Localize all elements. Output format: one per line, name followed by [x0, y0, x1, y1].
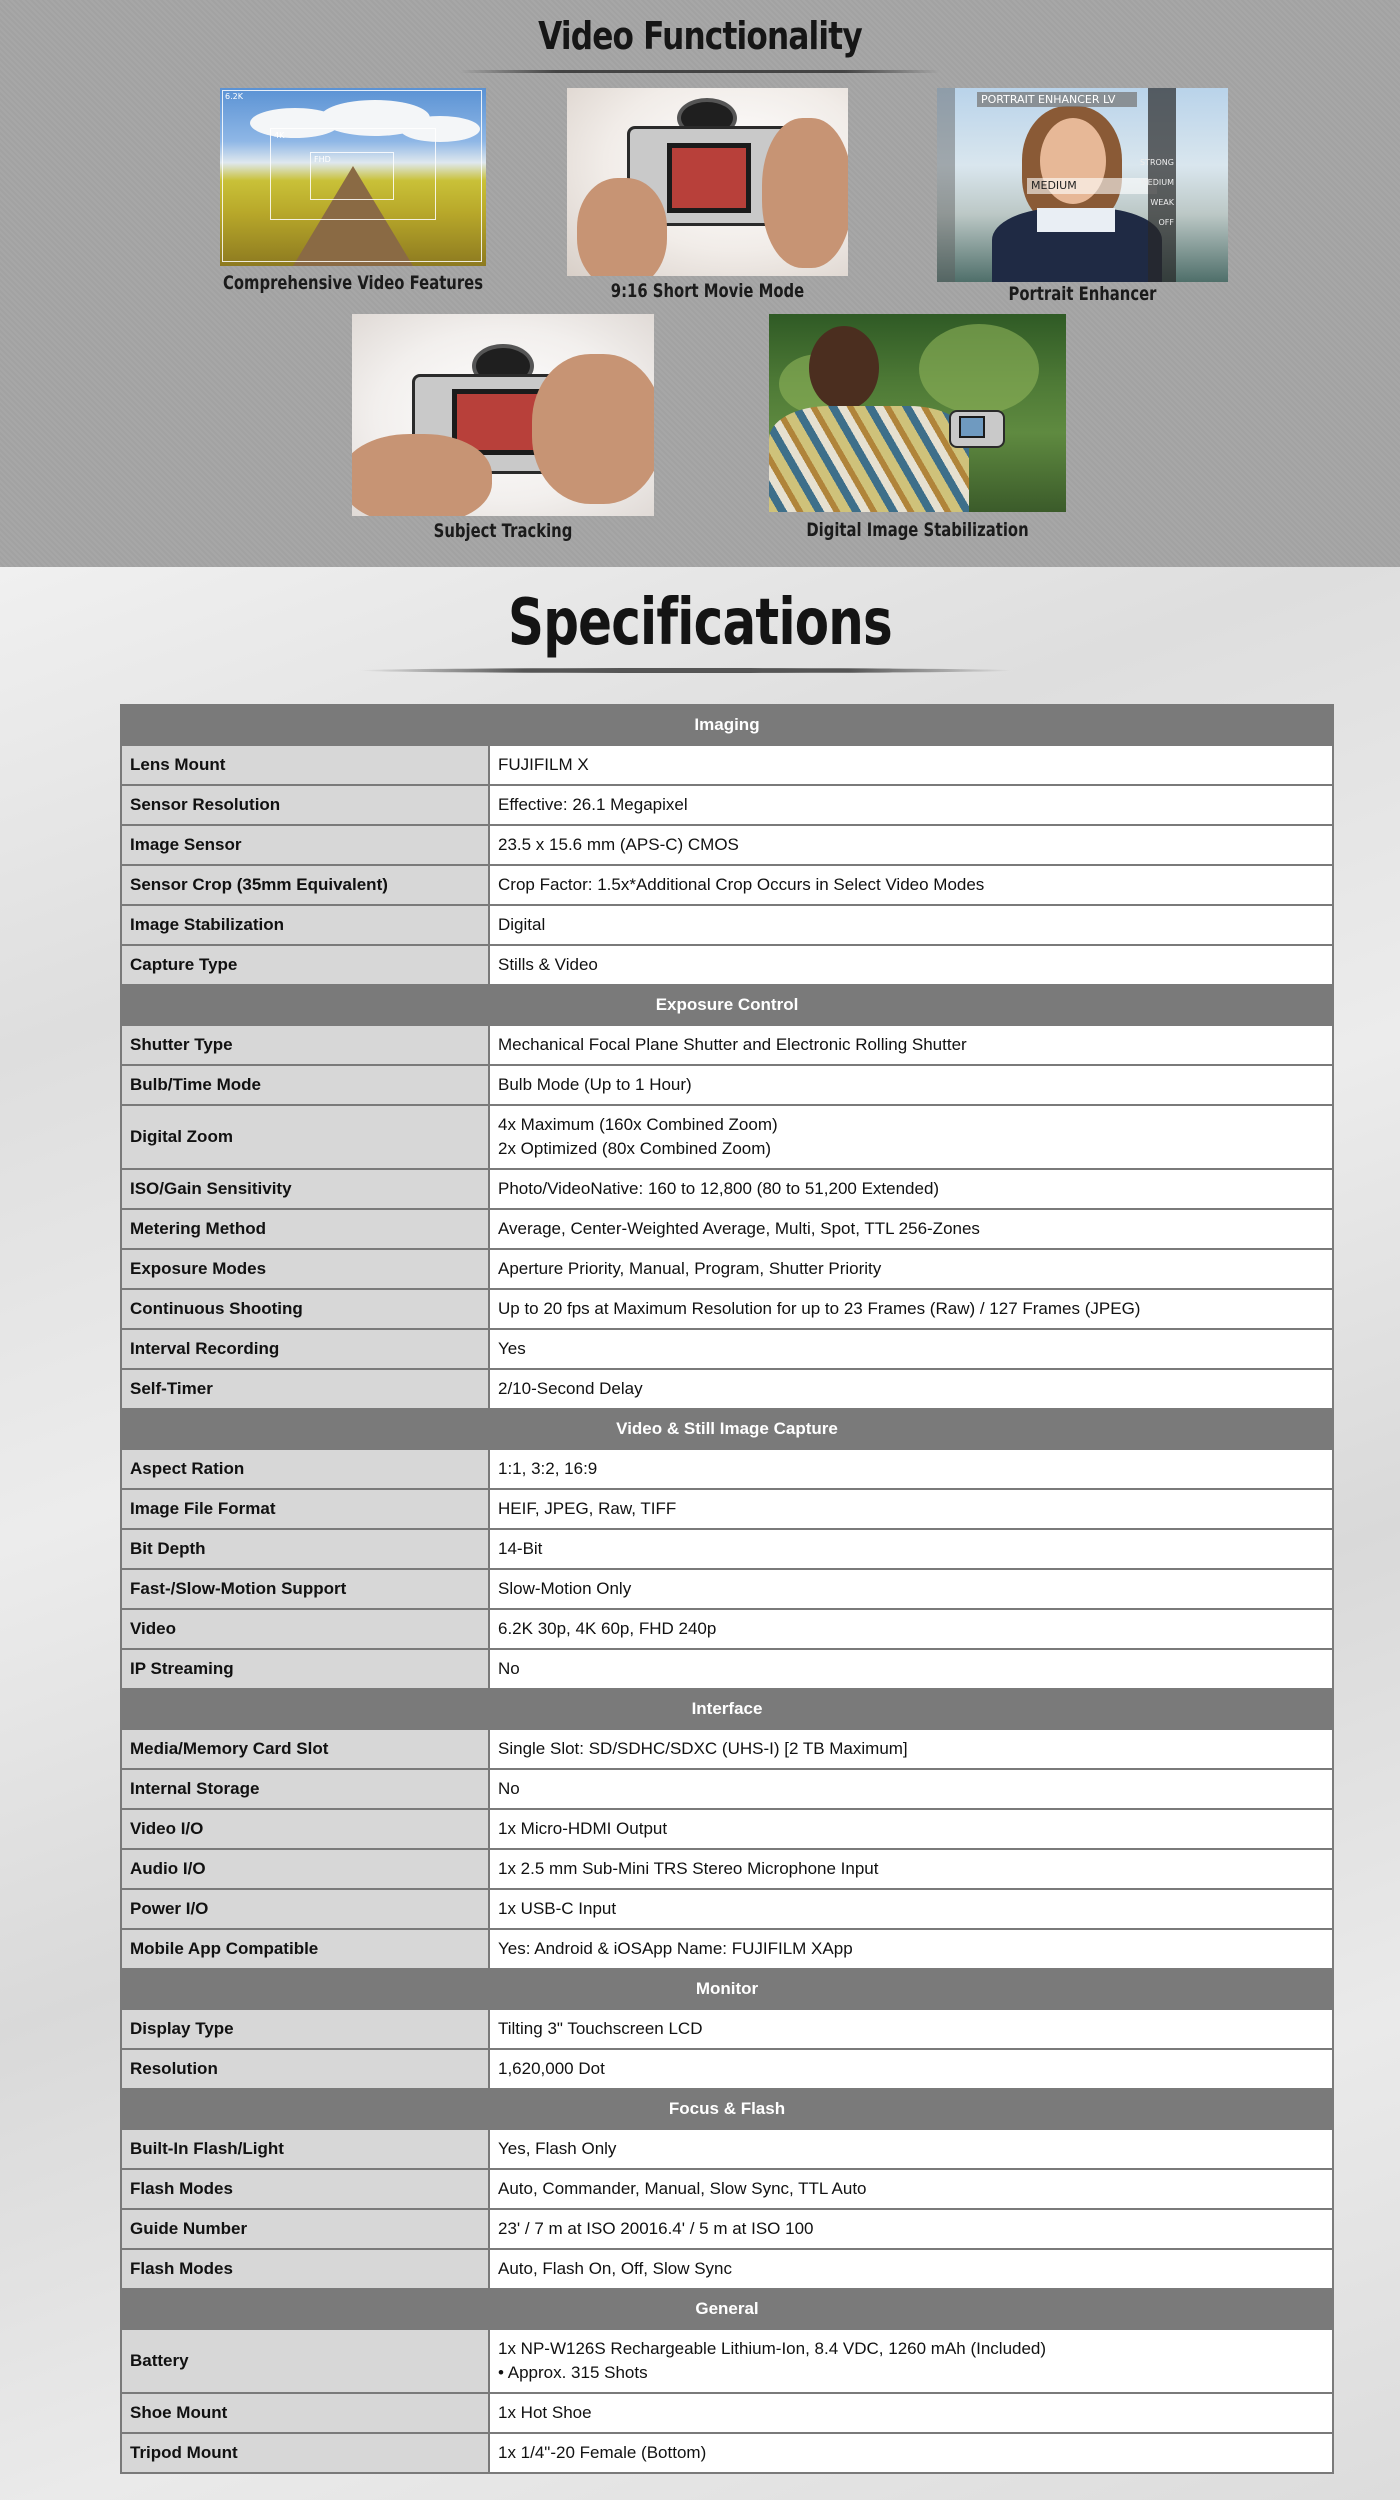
spec-value: 2/10-Second Delay — [489, 1369, 1333, 1409]
spec-row — [121, 2433, 1333, 2473]
portrait-enhancer-overlay-title: PORTRAIT ENHANCER LV — [977, 92, 1137, 107]
spec-label: Video I/O — [121, 1809, 489, 1849]
feature-subject-tracking — [352, 314, 654, 554]
video-functionality-title: Video Functionality — [538, 14, 862, 58]
spec-label: Tripod Mount — [121, 2433, 489, 2473]
spec-label: Bit Depth — [121, 1529, 489, 1569]
spec-value: 1:1, 3:2, 16:9 — [489, 1449, 1333, 1489]
spec-row — [121, 2049, 1333, 2089]
head-shape — [809, 326, 879, 410]
spec-value: Digital — [489, 905, 1333, 945]
option-medium: MEDIUM — [1140, 178, 1174, 187]
spec-row — [121, 1449, 1333, 1489]
label-4k: 4K — [274, 131, 285, 140]
spec-label: Display Type — [121, 2009, 489, 2049]
feature-digital-stabilization — [769, 314, 1066, 554]
spec-label: Battery — [121, 2329, 489, 2393]
spec-label: Aspect Ration — [121, 1449, 489, 1489]
spec-value: 14-Bit — [489, 1529, 1333, 1569]
spec-row — [121, 1809, 1333, 1849]
spec-row — [121, 1169, 1333, 1209]
spec-label: Mobile App Compatible — [121, 1929, 489, 1969]
feature-caption: Portrait Enhancer — [1008, 283, 1157, 305]
spec-row — [121, 2009, 1333, 2049]
spec-label: Internal Storage — [121, 1769, 489, 1809]
spec-value: Photo/VideoNative: 160 to 12,800 (80 to 51,200 Extended) — [489, 1169, 1333, 1209]
spec-value: Tilting 3" Touchscreen LCD — [489, 2009, 1333, 2049]
feature-caption: 9:16 Short Movie Mode — [610, 280, 805, 302]
spec-row — [121, 2169, 1333, 2209]
spec-label: Exposure Modes — [121, 1249, 489, 1289]
overlay-left-bar — [937, 88, 955, 282]
spec-row — [121, 1569, 1333, 1609]
section-header-row — [121, 1409, 1333, 1449]
spec-value: Bulb Mode (Up to 1 Hour) — [489, 1065, 1333, 1105]
title-underline — [460, 70, 940, 73]
spec-value-multiline — [489, 2329, 1333, 2393]
spec-row — [121, 1105, 1333, 1169]
spec-row — [121, 1249, 1333, 1289]
feature-caption: Subject Tracking — [433, 520, 573, 542]
spec-value: 1x 1/4"-20 Female (Bottom) — [489, 2433, 1333, 2473]
spec-value: Yes: Android & iOSApp Name: FUJIFILM XApp — [489, 1929, 1333, 1969]
section-header-row — [121, 2289, 1333, 2329]
camera-screen — [667, 143, 751, 213]
specifications-table — [120, 704, 1334, 2474]
spec-label: Capture Type — [121, 945, 489, 985]
spec-value: Up to 20 fps at Maximum Resolution for up to 23 Frames (Raw) / 127 Frames (JPEG) — [489, 1289, 1333, 1329]
spec-value: Aperture Priority, Manual, Program, Shutter Priority — [489, 1249, 1333, 1289]
portrait-photo — [937, 88, 1228, 282]
spec-row — [121, 1209, 1333, 1249]
spec-value: 1x USB-C Input — [489, 1889, 1333, 1929]
spec-value: 1,620,000 Dot — [489, 2049, 1333, 2089]
landscape-photo — [220, 88, 486, 266]
spec-value-line: • Approx. 315 Shots — [498, 2363, 648, 2382]
spec-row — [121, 865, 1333, 905]
spec-row — [121, 1369, 1333, 1409]
spec-label: Self-Timer — [121, 1369, 489, 1409]
section-header-row — [121, 1689, 1333, 1729]
spec-label: Power I/O — [121, 1889, 489, 1929]
option-strong: STRONG — [1139, 158, 1174, 167]
spec-value: Stills & Video — [489, 945, 1333, 985]
foliage-shape — [919, 324, 1039, 414]
spec-label: Continuous Shooting — [121, 1289, 489, 1329]
section-header: Imaging — [121, 705, 1333, 745]
left-hand — [352, 434, 492, 516]
spec-row — [121, 1529, 1333, 1569]
spec-row — [121, 1889, 1333, 1929]
spec-row — [121, 2129, 1333, 2169]
spec-value: Average, Center-Weighted Average, Multi, Spot, TTL 256-Zones — [489, 1209, 1333, 1249]
left-hand — [577, 178, 667, 276]
spec-value: No — [489, 1769, 1333, 1809]
spec-value: 1x 2.5 mm Sub-Mini TRS Stereo Microphone Input — [489, 1849, 1333, 1889]
spec-label: Image Sensor — [121, 825, 489, 865]
stabilization-photo — [769, 314, 1066, 512]
spec-label: Fast-/Slow-Motion Support — [121, 1569, 489, 1609]
option-weak: WEAK — [1150, 198, 1174, 207]
spec-label: Image Stabilization — [121, 905, 489, 945]
spec-label: Video — [121, 1609, 489, 1649]
spec-value: Mechanical Focal Plane Shutter and Electronic Rolling Shutter — [489, 1025, 1333, 1065]
section-header: General — [121, 2289, 1333, 2329]
spec-row — [121, 1929, 1333, 1969]
label-fhd: FHD — [314, 155, 331, 164]
feature-caption: Comprehensive Video Features — [222, 272, 484, 294]
spec-row — [121, 1769, 1333, 1809]
spec-label: Flash Modes — [121, 2249, 489, 2289]
section-header-row — [121, 1969, 1333, 2009]
section-header: Monitor — [121, 1969, 1333, 2009]
section-header: Focus & Flash — [121, 2089, 1333, 2129]
spec-label: Resolution — [121, 2049, 489, 2089]
spec-value: Slow-Motion Only — [489, 1569, 1333, 1609]
spec-value: HEIF, JPEG, Raw, TIFF — [489, 1489, 1333, 1529]
spec-row — [121, 1289, 1333, 1329]
right-hand — [532, 354, 654, 504]
section-header: Exposure Control — [121, 985, 1333, 1025]
feature-short-movie — [567, 88, 848, 302]
spec-value: 1x Hot Shoe — [489, 2393, 1333, 2433]
spec-value: Yes, Flash Only — [489, 2129, 1333, 2169]
specifications-title: Specifications — [508, 586, 892, 660]
feature-portrait-enhancer — [937, 88, 1228, 305]
spec-label: IP Streaming — [121, 1649, 489, 1689]
spec-label: Metering Method — [121, 1209, 489, 1249]
spec-value: 23.5 x 15.6 mm (APS-C) CMOS — [489, 825, 1333, 865]
spec-label: Lens Mount — [121, 745, 489, 785]
tracking-photo — [352, 314, 654, 516]
spec-value: Single Slot: SD/SDHC/SDXC (UHS-I) [2 TB Maximum] — [489, 1729, 1333, 1769]
spec-value: Crop Factor: 1.5x*Additional Crop Occurs in Select Video Modes — [489, 865, 1333, 905]
spec-label: Flash Modes — [121, 2169, 489, 2209]
spec-row — [121, 905, 1333, 945]
feature-caption: Digital Image Stabilization — [806, 519, 1029, 541]
spec-row — [121, 1849, 1333, 1889]
spec-row — [121, 1649, 1333, 1689]
spec-row — [121, 2393, 1333, 2433]
spec-value-line: 4x Maximum (160x Combined Zoom) — [498, 1115, 778, 1134]
spec-label: Guide Number — [121, 2209, 489, 2249]
spec-row — [121, 1025, 1333, 1065]
spec-row — [121, 785, 1333, 825]
camera-screen — [959, 416, 985, 438]
spec-value: Auto, Flash On, Off, Slow Sync — [489, 2249, 1333, 2289]
spec-row — [121, 1729, 1333, 1769]
spec-label: Shutter Type — [121, 1025, 489, 1065]
spec-row — [121, 745, 1333, 785]
specifications-underline — [360, 668, 1012, 673]
spec-value: 1x Micro-HDMI Output — [489, 1809, 1333, 1849]
spec-value: Effective: 26.1 Megapixel — [489, 785, 1333, 825]
spec-value-line: 1x NP-W126S Rechargeable Lithium-Ion, 8.4 VDC, 1260 mAh (Included) — [498, 2339, 1047, 2358]
collar-shape — [1037, 208, 1115, 232]
spec-value: Yes — [489, 1329, 1333, 1369]
spec-value: No — [489, 1649, 1333, 1689]
spec-label: Sensor Crop (35mm Equivalent) — [121, 865, 489, 905]
spec-label: Interval Recording — [121, 1329, 489, 1369]
spec-row — [121, 1065, 1333, 1105]
portrait-enhancer-current-level: MEDIUM — [1027, 178, 1157, 194]
section-header-row — [121, 2089, 1333, 2129]
spec-label: Digital Zoom — [121, 1105, 489, 1169]
option-off: OFF — [1158, 218, 1174, 227]
spec-label: Audio I/O — [121, 1849, 489, 1889]
spec-value: Auto, Commander, Manual, Slow Sync, TTL Auto — [489, 2169, 1333, 2209]
spec-label: Built-In Flash/Light — [121, 2129, 489, 2169]
section-header-row — [121, 985, 1333, 1025]
feature-comprehensive-video — [220, 88, 486, 294]
spec-label: Media/Memory Card Slot — [121, 1729, 489, 1769]
spec-label: Sensor Resolution — [121, 785, 489, 825]
spec-row — [121, 2329, 1333, 2393]
spec-value-line: 2x Optimized (80x Combined Zoom) — [498, 1139, 772, 1158]
spec-row — [121, 1329, 1333, 1369]
right-hand — [762, 118, 848, 268]
camera-hands-photo — [567, 88, 848, 276]
spec-value-multiline — [489, 1105, 1333, 1169]
striped-shirt-shape — [769, 406, 969, 512]
spec-row — [121, 2249, 1333, 2289]
spec-row — [121, 825, 1333, 865]
spec-row — [121, 1489, 1333, 1529]
spec-value: 6.2K 30p, 4K 60p, FHD 240p — [489, 1609, 1333, 1649]
spec-row — [121, 945, 1333, 985]
label-6k: 6.2K — [225, 92, 243, 101]
spec-label: Bulb/Time Mode — [121, 1065, 489, 1105]
spec-label: ISO/Gain Sensitivity — [121, 1169, 489, 1209]
spec-row — [121, 1609, 1333, 1649]
section-header: Video & Still Image Capture — [121, 1409, 1333, 1449]
section-header: Interface — [121, 1689, 1333, 1729]
spec-label: Shoe Mount — [121, 2393, 489, 2433]
spec-row — [121, 2209, 1333, 2249]
spec-label: Image File Format — [121, 1489, 489, 1529]
spec-value: 23' / 7 m at ISO 20016.4' / 5 m at ISO 100 — [489, 2209, 1333, 2249]
section-header-row — [121, 705, 1333, 745]
spec-value: FUJIFILM X — [489, 745, 1333, 785]
